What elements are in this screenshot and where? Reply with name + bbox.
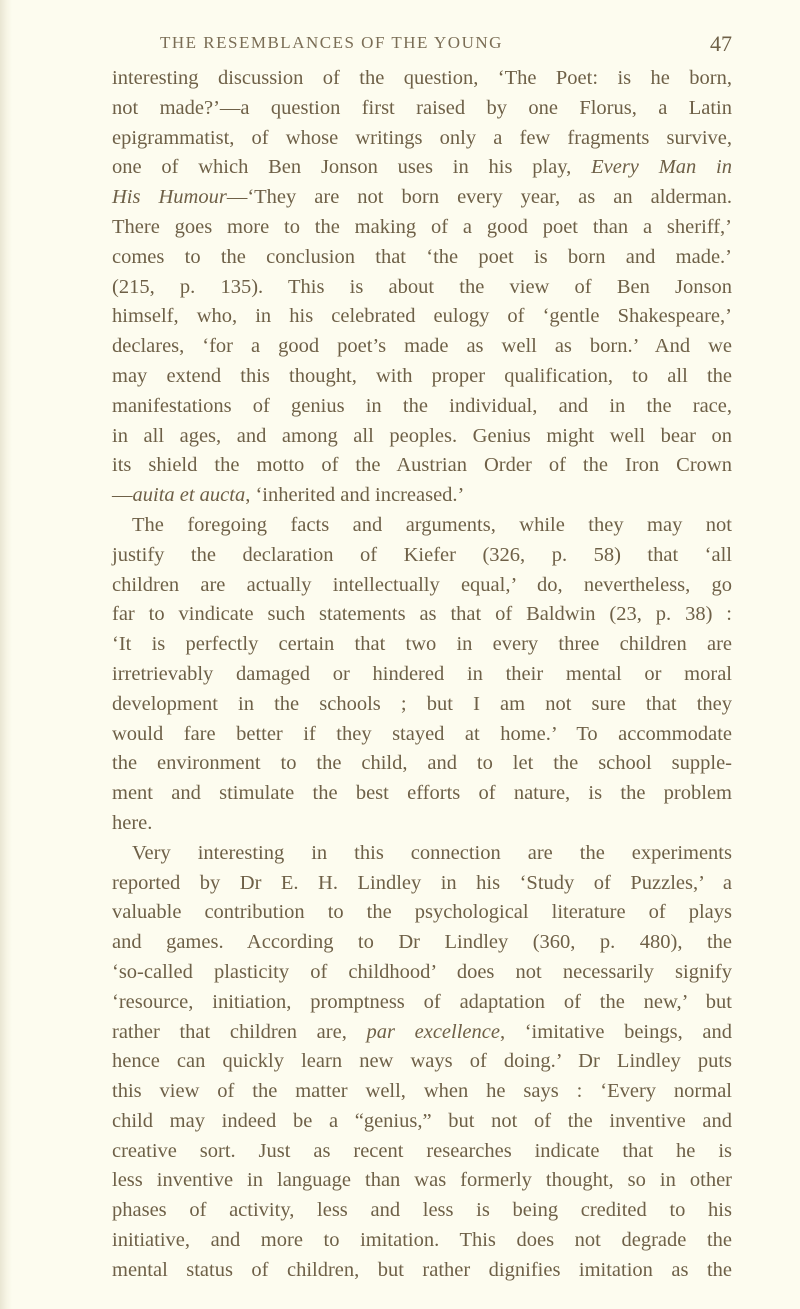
text-segment: irretrievably damaged or hindered in their mental or moral (112, 662, 732, 685)
scan-edge-shadow (0, 0, 12, 1309)
text-segment: less inventive in language than was formerly thought, so in other (112, 1169, 732, 1192)
text-line (112, 749, 732, 779)
text-segment: (215, p. 135). This is about the view of Ben Jonson (112, 275, 732, 298)
text-segment: justify the declaration of Kiefer (326, p. 58) that ‘all (112, 543, 732, 566)
text-segment: here. (112, 811, 153, 834)
text-line (112, 898, 732, 928)
running-title: THE RESEMBLANCES OF THE YOUNG (160, 33, 503, 52)
text-segment: There goes more to the making of a good poet than a sheriff,’ (112, 215, 732, 238)
text-segment: reported by Dr E. H. Lindley in his ‘Study of Puzzles,’ a (112, 871, 732, 894)
text-line (112, 1226, 732, 1256)
text-segment: would fare better if they stayed at home.’ To accommodate (112, 722, 732, 745)
text-segment: , ‘imitative beings, and (499, 1020, 732, 1043)
text-segment: ‘It is perfectly certain that two in every three children are (112, 633, 732, 656)
text-segment: development in the schools ; but I am not sure that they (112, 692, 732, 715)
text-line (112, 1018, 732, 1048)
text-line (112, 183, 732, 213)
text-segment: its shield the motto of the Austrian Order of the Iron Crown (112, 454, 732, 477)
body-text (112, 64, 732, 1286)
text-line (112, 1047, 732, 1077)
text-segment: the environment to the child, and to let the school supple- (112, 752, 732, 775)
text-segment: rather that children are, (112, 1020, 367, 1043)
text-line (112, 332, 732, 362)
text-line (112, 809, 732, 839)
text-line (112, 243, 732, 273)
text-line (112, 392, 732, 422)
text-segment: ment and stimulate the best efforts of nature, is the problem (112, 782, 732, 805)
text-segment: creative sort. Just as recent researches indicate that he is (112, 1139, 732, 1162)
text-line (112, 481, 732, 511)
italic-text: par excellence (366, 1020, 500, 1043)
text-line (112, 630, 732, 660)
text-segment: not made?’—a question first raised by one Florus, a Latin (112, 96, 732, 119)
text-segment: interesting discussion of the question, ‘The Poet: is he born, (112, 67, 732, 89)
text-line (112, 1196, 732, 1226)
text-line (112, 660, 732, 690)
text-line (112, 422, 732, 452)
text-line (112, 1077, 732, 1107)
text-segment: epigrammatist, of whose writings only a few fragments survive, (112, 126, 732, 149)
text-segment: phases of activity, less and less is being credited to his (112, 1199, 732, 1222)
text-line (112, 64, 732, 94)
text-line (112, 869, 732, 899)
italic-text: auita et aucta (132, 484, 246, 507)
text-segment: mental status of children, but rather dignifies imitation as the (112, 1258, 732, 1281)
text-segment: child may indeed be a “genius,” but not of the inventive and (112, 1109, 732, 1132)
text-line (112, 958, 732, 988)
text-segment: Very interesting in this connection are the experiments (132, 841, 732, 864)
text-segment: The foregoing facts and arguments, while they may not (132, 513, 732, 536)
text-line (112, 571, 732, 601)
text-segment: manifestations of genius in the individual, and in the race, (112, 394, 732, 417)
text-line (112, 273, 732, 303)
text-line (112, 541, 732, 571)
text-segment: , ‘inherited and increased.’ (245, 484, 465, 507)
text-segment: and games. According to Dr Lindley (360, p. 480), the (112, 931, 732, 954)
text-segment: hence can quickly learn new ways of doing.’ Dr Lindley puts (112, 1050, 732, 1073)
text-line (112, 302, 732, 332)
text-segment: far to vindicate such statements as that of Baldwin (23, p. 38) : (112, 603, 732, 626)
text-line (112, 690, 732, 720)
italic-text: His Humour (112, 186, 227, 209)
text-segment: in all ages, and among all peoples. Genius might well bear on (112, 424, 732, 447)
text-line (112, 1256, 732, 1286)
text-segment: one of which Ben Jonson uses in his play, (112, 156, 592, 179)
italic-text: Every Man in (591, 156, 733, 179)
text-line (112, 988, 732, 1018)
text-line (112, 839, 732, 869)
text-segment: may extend this thought, with proper qualification, to all the (112, 364, 732, 387)
text-line (112, 153, 732, 183)
text-segment: initiative, and more to imitation. This does not degrade the (112, 1229, 732, 1252)
text-line (112, 1137, 732, 1167)
text-segment: ‘so-called plasticity of childhood’ does not necessarily signify (112, 960, 732, 983)
text-line (112, 1166, 732, 1196)
text-segment: declares, ‘for a good poet’s made as well as born.’ And we (112, 335, 732, 358)
text-segment: children are actually intellectually equal,’ do, nevertheless, go (112, 573, 732, 596)
text-line (112, 928, 732, 958)
page-header (112, 33, 732, 61)
text-line (112, 362, 732, 392)
text-line (112, 511, 732, 541)
text-line (112, 1107, 732, 1137)
text-segment: — (112, 484, 133, 507)
text-segment: comes to the conclusion that ‘the poet is born and made.’ (112, 245, 732, 268)
text-line (112, 451, 732, 481)
text-line (112, 600, 732, 630)
text-line (112, 213, 732, 243)
text-segment: this view of the matter well, when he says : ‘Every normal (112, 1080, 732, 1103)
text-segment: ‘resource, initiation, promptness of adaptation of the new,’ but (112, 990, 732, 1013)
text-line (112, 779, 732, 809)
text-segment: valuable contribution to the psychological literature of plays (112, 901, 732, 924)
page-number: 47 (710, 31, 732, 56)
text-line (112, 94, 732, 124)
text-line (112, 124, 732, 154)
text-segment: himself, who, in his celebrated eulogy of ‘gentle Shakespeare,’ (112, 305, 732, 328)
text-line (112, 720, 732, 750)
text-segment: —‘They are not born every year, as an alderman. (226, 186, 732, 209)
